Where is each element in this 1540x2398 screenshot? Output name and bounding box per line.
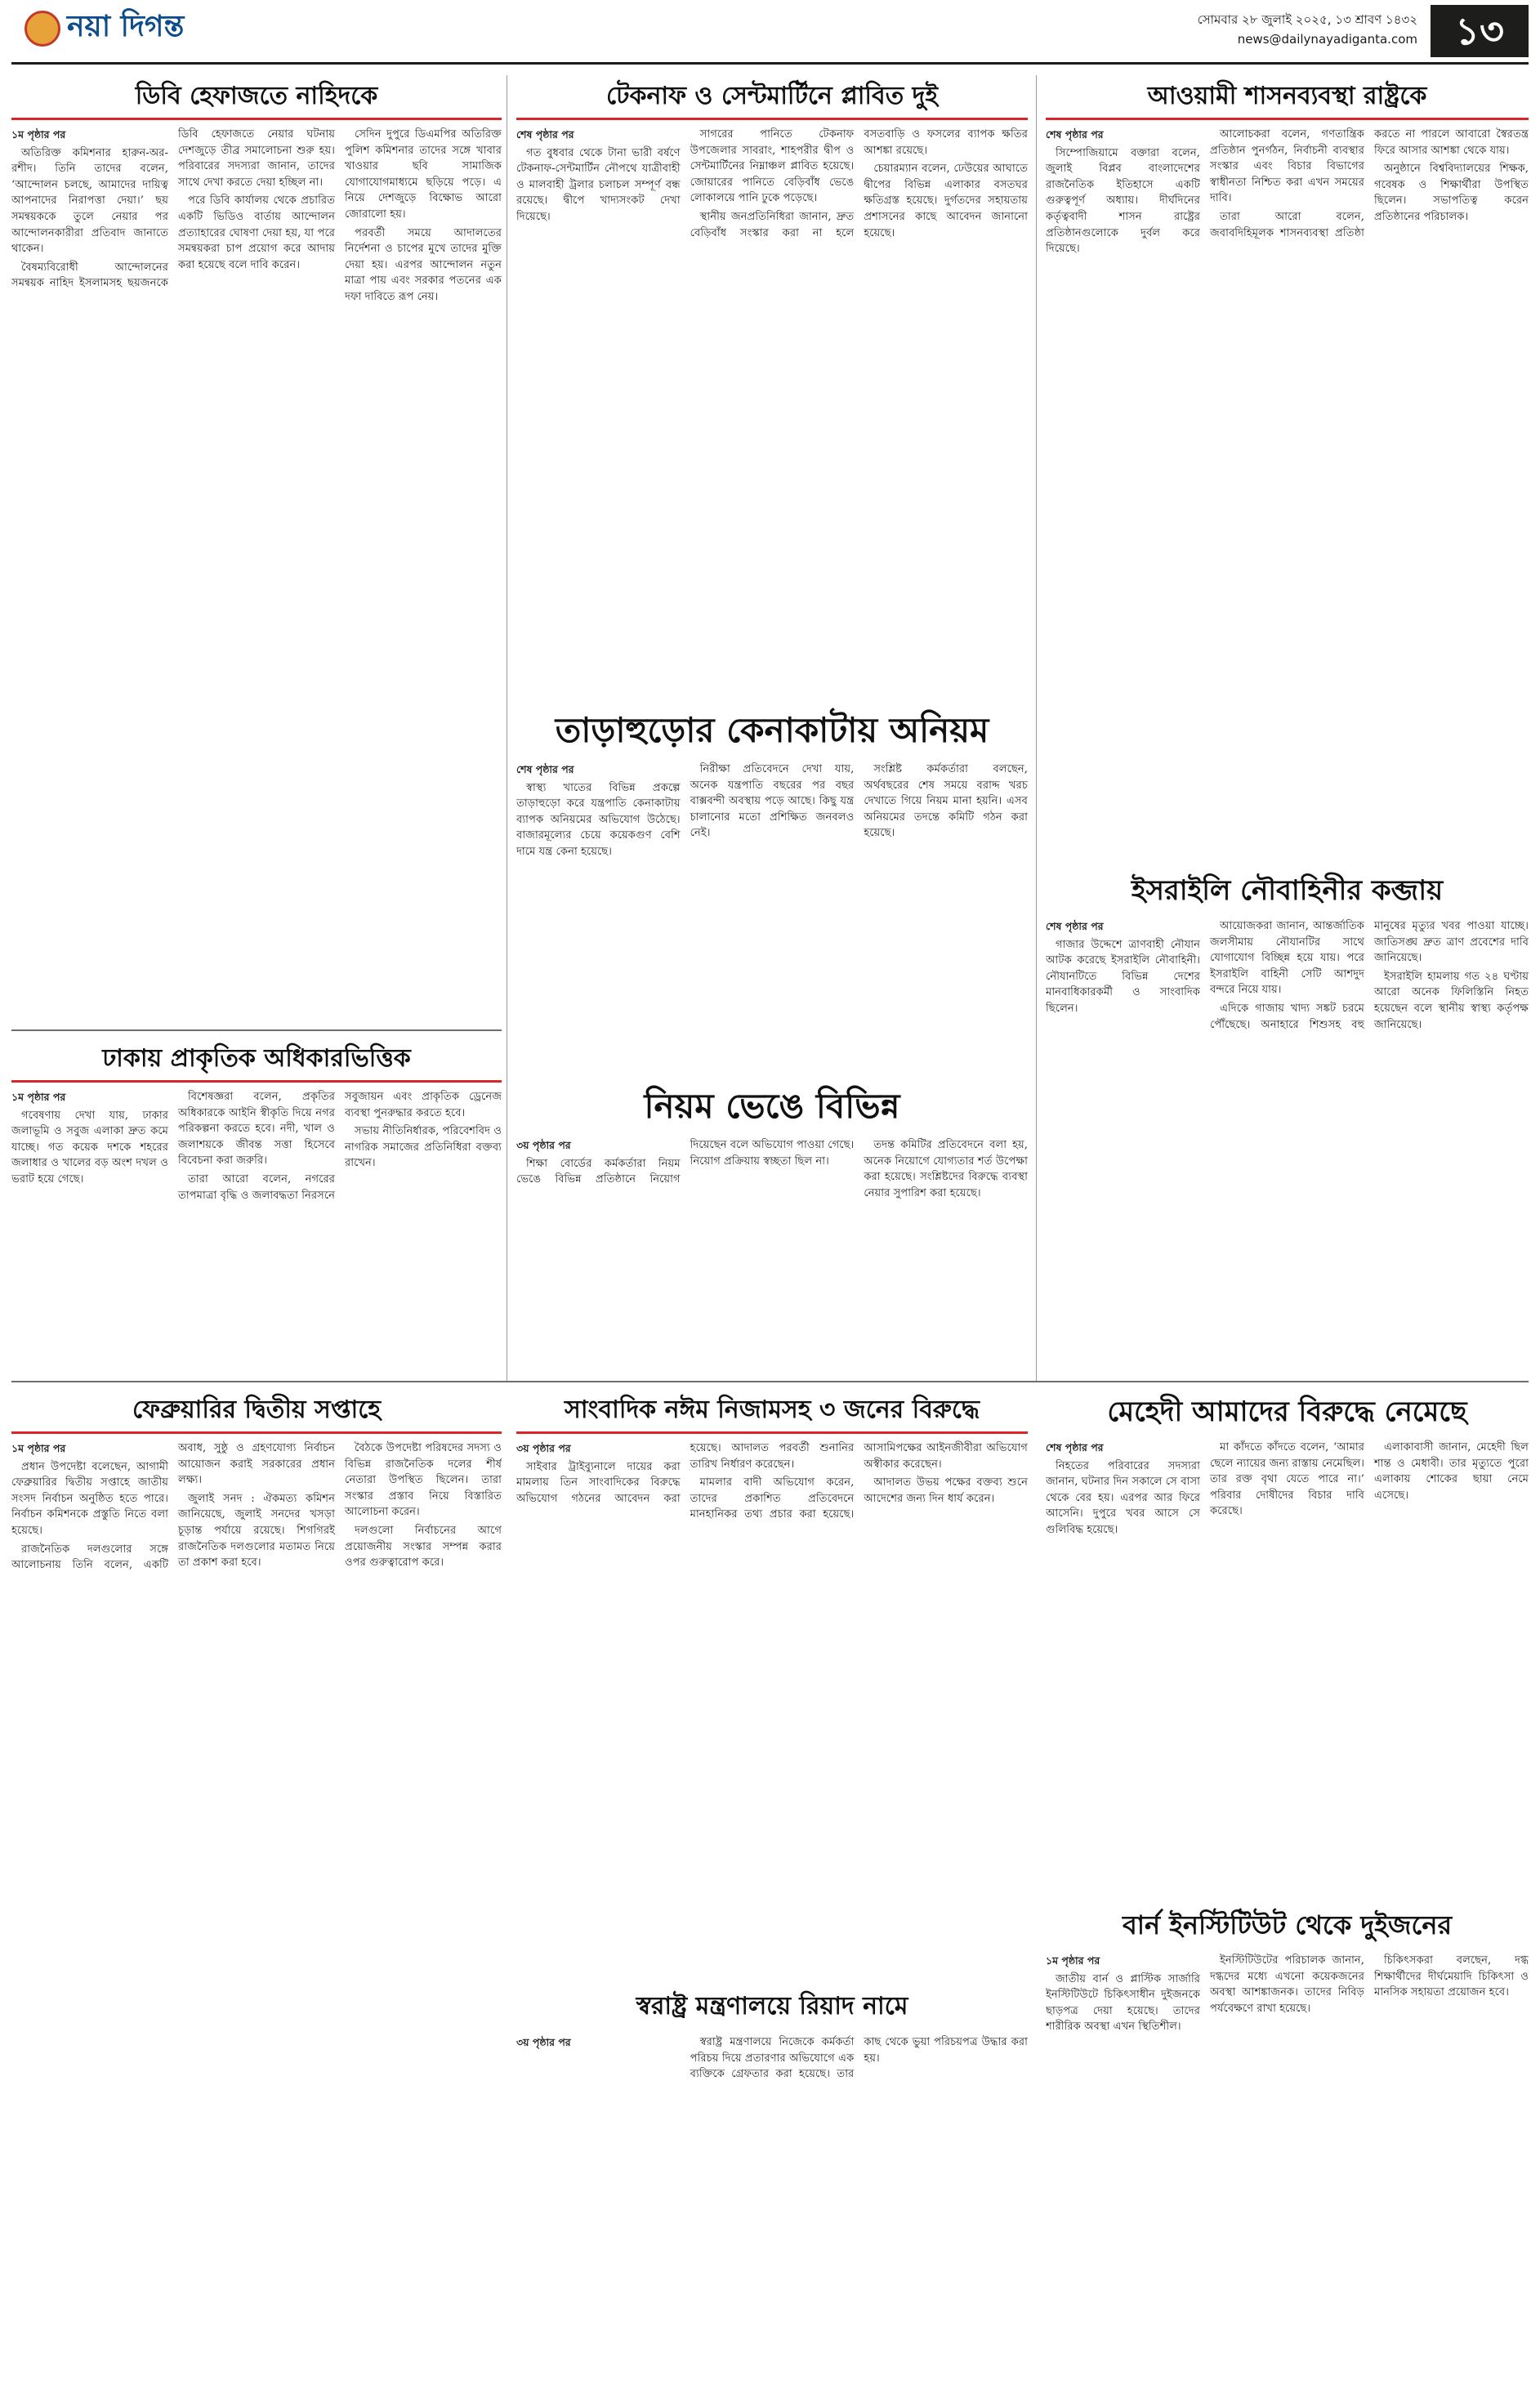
article-body	[1046, 1440, 1529, 1889]
continuation-kicker: ১ম পৃষ্ঠার পর	[11, 1091, 66, 1103]
paragraph: শিক্ষা বোর্ডের কর্মকর্তারা নিয়ম ভেঙে বিভিন্ন প্রতিষ্ঠানে নিয়োগ দিয়েছেন বলে অভিযোগ পাওয়া গেছে। নিয়োগ প্রক্রিয়ায় স্বচ্ছতা ছিল না।	[516, 1139, 855, 1186]
paragraph: জুলাই সনদ : ঐকমত্য কমিশন জানিয়েছে, জুলাই সনদের খসড়া চূড়ান্ত পর্যায়ে রয়েছে। শিগগিরই রাজনৈতিক দলগুলোর মতামত নিয়ে তা প্রকাশ করা হবে।	[178, 1492, 335, 1570]
continuation-kicker: শেষ পৃষ্ঠার পর	[516, 763, 574, 775]
continuation-kicker: ৩য় পৃষ্ঠার পর	[516, 1139, 571, 1151]
article-swarashtra	[516, 1985, 1028, 2386]
paragraph: সেদিন দুপুরে ডিএমপির অতিরিক্ত পুলিশ কমিশনার তাদের সঙ্গে খাবার খাওয়ার ছবি সামাজিক যোগাযোগমাধ্যমে ছড়িয়ে পড়ে। এ নিয়ে দেশজুড়ে বিক্ষোভ আরো জোরালো হয়।	[345, 128, 502, 221]
section-divider	[11, 1381, 1529, 1382]
headline: ইসরাইলি নৌবাহিনীর কব্জায়	[1046, 868, 1529, 913]
paragraph: সাগরের পানিতে টেকনাফ উপজেলার সাবরাং, শাহপরীর দ্বীপ ও সেন্টমার্টিনের নিম্নাঞ্চল প্লাবিত হয়েছে। জোয়ারের পানিতে বেড়িবাঁধ ভেঙে লোকালয়ে পানি ঢুকে পড়েছে।	[690, 128, 855, 205]
paragraph: সভায় নীতিনির্ধারক, পরিবেশবিদ ও নাগরিক সমাজের প্রতিনিধিরা বক্তব্য রাখেন।	[345, 1125, 502, 1170]
paragraph: এলাকাবাসী জানান, মেহেদী ছিল শান্ত ও মেধাবী। তার মৃত্যুতে পুরো এলাকায় শোকের ছায়া নেমে এসেছে।	[1374, 1441, 1529, 1502]
continuation-kicker: ৩য় পৃষ্ঠার পর	[516, 1442, 571, 1454]
article-february	[11, 1389, 502, 2386]
continuation-kicker: ১ম পৃষ্ঠার পর	[11, 128, 66, 141]
paragraph: বৈঠকে উপদেষ্টা পরিষদের সদস্য ও বিভিন্ন রাজনৈতিক দলের শীর্ষ নেতারা উপস্থিত ছিলেন। তারা সংস্কার প্রস্তাব নিয়ে বিস্তারিত আলোচনা করেন।	[345, 1442, 502, 1519]
paragraph: পরে ডিবি কার্যালয় থেকে প্রচারিত একটি ভিডিও বার্তায় আন্দোলন প্রত্যাহারের ঘোষণা দেয়া হয়, যা পরে সমন্বয়করা চাপ প্রয়োগ করে আদায় করা হয়েছে বলে দাবি করেন।	[178, 194, 335, 271]
headline: আওয়ামী শাসনব্যবস্থা রাষ্ট্রকে	[1046, 75, 1529, 120]
paragraph: স্থানীয় জনপ্রতিনিধিরা জানান, দ্রুত বেড়িবাঁধ সংস্কার করা না হলে বসতবাড়ি ও ফসলের ব্যাপক ক্ষতির আশঙ্কা রয়েছে।	[690, 128, 1028, 239]
article-body	[1046, 127, 1529, 854]
paragraph: রাজনৈতিক দলগুলোর সঙ্গে আলোচনায় তিনি বলেন, একটি অবাধ, সুষ্ঠু ও গ্রহণযোগ্য নির্বাচন আয়োজন করাই সরকারের প্রধান লক্ষ্য।	[11, 1442, 335, 1572]
article-body	[1046, 918, 1529, 1372]
article-body	[11, 127, 502, 1021]
paragraph: মা কাঁদতে কাঁদতে বলেন, ‘আমার ছেলে ন্যায়ের জন্য রাস্তায় নেমেছিল। তার রক্ত বৃথা যেতে পারে না।’ পরিবার দোষীদের বিচার দাবি করেছে।	[1210, 1441, 1364, 1518]
headline: মেহেদী আমাদের বিরুদ্ধে নেমেছে	[1046, 1389, 1529, 1435]
paragraph: অতিরিক্ত কমিশনার হারুন-অর-রশীদ। তিনি তাদের বলেন, ‘আন্দোলন চলছে, আমাদের দায়িত্ব আপনাদের নিরাপত্তা দেয়া।’ ছয় সমন্বয়ককে তুলে নেয়ার পর আন্দোলনকারীরা প্রতিবাদ জানাতে থাকেন।	[11, 146, 168, 256]
paragraph: আলোচকরা বলেন, গণতান্ত্রিক প্রতিষ্ঠান পুনর্গঠন, নির্বাচনী ব্যবস্থার সংস্কার এবং বিচার বিভাগের স্বাধীনতা নিশ্চিত করা এখন সময়ের দাবি।	[1210, 128, 1364, 205]
headline: সাংবাদিক নঈম নিজামসহ ৩ জনের বিরুদ্ধে	[516, 1389, 1028, 1434]
continuation-kicker: শেষ পৃষ্ঠার পর	[1046, 1441, 1104, 1454]
continuation-kicker: শেষ পৃষ্ঠার পর	[1046, 920, 1104, 932]
paragraph: চিকিৎসকরা বলছেন, দগ্ধ শিক্ষার্থীদের দীর্ঘমেয়াদি চিকিৎসা ও মানসিক সহায়তা প্রয়োজন হবে।	[1374, 1954, 1529, 1999]
article-taharu	[516, 704, 1028, 1072]
continuation-kicker: ১ম পৃষ্ঠার পর	[11, 1442, 66, 1454]
column-divider	[1036, 75, 1037, 1382]
dateline	[1198, 10, 1417, 49]
newspaper-logo	[25, 8, 184, 49]
paragraph: দলগুলো নির্বাচনের আগে প্রয়োজনীয় সংস্কার সম্পন্ন করার ওপর গুরুত্বারোপ করে।	[345, 1524, 502, 1570]
paragraph: বৈষম্যবিরোধী আন্দোলনের সমন্বয়ক নাহিদ ইসলামসহ ছয়জনকে ডিবি হেফাজতে নেয়ার ঘটনায় দেশজুড়ে তীব্র সমালোচনা শুরু হয়। পরিবারের সদস্যরা জানান, তাদের সাথে দেখা করতে দেয়া হচ্ছিল না।	[11, 128, 335, 290]
paragraph: বিশেষজ্ঞরা বলেন, প্রকৃতির অধিকারকে আইনি স্বীকৃতি দিয়ে নগর পরিকল্পনা করতে হবে। নদী, খাল ও জলাশয়কে জীবন্ত সত্তা হিসেবে বিবেচনা করা জরুরি।	[178, 1091, 335, 1168]
continuation-kicker: শেষ পৃষ্ঠার পর	[516, 128, 574, 141]
headline: ডিবি হেফাজতে নাহিদকে	[11, 75, 502, 120]
article-body	[11, 1089, 502, 1371]
paragraph: মামলার বাদী অভিযোগ করেন, তাদের প্রকাশিত প্রতিবেদনে মানহানিকর তথ্য প্রচার করা হয়েছে। আসামিপক্ষের আইনজীবীরা অভিযোগ অস্বীকার করেছেন।	[690, 1442, 1028, 1521]
paragraph: আদালত উভয় পক্ষের বক্তব্য শুনে আদেশের জন্য দিন ধার্য করেন।	[864, 1476, 1028, 1505]
paragraph: তারা আরো বলেন, নগরের তাপমাত্রা বৃদ্ধি ও জলাবদ্ধতা নিরসনে সবুজায়ন এবং প্রাকৃতিক ড্রেনেজ ব্যবস্থা পুনরুদ্ধার করতে হবে।	[178, 1091, 502, 1202]
article-israel	[1046, 868, 1529, 1374]
headline: ঢাকায় প্রাকৃতিক অধিকারভিত্তিক	[11, 1038, 502, 1083]
masthead	[0, 0, 1540, 65]
paragraph: সাইবার ট্রাইব্যুনালে দায়ের করা মামলায় তিন সাংবাদিকের বিরুদ্ধে অভিযোগ গঠনের আবেদন করা হয়েছে। আদালত পরবর্তী শুনানির তারিখ নির্ধারণ করেছেন।	[516, 1442, 855, 1505]
section-divider	[11, 1029, 502, 1031]
article-technaf	[516, 75, 1028, 696]
paragraph: আয়োজকরা জানান, আন্তর্জাতিক জলসীমায় নৌযানটির সাথে যোগাযোগ বিচ্ছিন্ন হয়ে যায়। পরে ইসরাইলি বাহিনী সেটি আশদুদ বন্দরে নিয়ে যায়।	[1210, 920, 1364, 997]
paragraph: সিম্পোজিয়ামে বক্তারা বলেন, জুলাই বিপ্লব বাংলাদেশের রাজনৈতিক ইতিহাসে একটি গুরুত্বপূর্ণ অধ্যায়। দীর্ঘদিনের কর্তৃত্ববাদী শাসন রাষ্ট্রের প্রতিষ্ঠানগুলোকে দুর্বল করে দিয়েছে।	[1046, 146, 1200, 256]
paragraph: গাজার উদ্দেশে ত্রাণবাহী নৌযান আটক করেছে ইসরাইলি নৌবাহিনী। নৌযানটিতে বিভিন্ন দেশের মানবাধিকারকর্মী ও সাংবাদিক ছিলেন।	[1046, 938, 1200, 1015]
paragraph: অনুষ্ঠানে বিশ্ববিদ্যালয়ের শিক্ষক, গবেষক ও শিক্ষার্থীরা উপস্থিত ছিলেন। সভাপতিত্ব করেন প্রতিষ্ঠানের পরিচালক।	[1374, 163, 1529, 223]
masthead-rule	[11, 62, 1529, 65]
paragraph: নিরীক্ষা প্রতিবেদনে দেখা যায়, অনেক যন্ত্রপাতি বছরের পর বছর বাক্সবন্দী অবস্থায় পড়ে আছে। কিছু যন্ত্র চালানোর মতো প্রশিক্ষিত জনবলও নেই।	[690, 763, 855, 840]
headline: ফেব্রুয়ারির দ্বিতীয় সপ্তাহে	[11, 1389, 502, 1434]
paragraph: সংশ্লিষ্ট কর্মকর্তারা বলছেন, অর্থবছরের শেষ সময়ে বরাদ্দ খরচ দেখাতে গিয়ে নিয়ম মানা হয়নি। এসব অনিয়মের তদন্তে কমিটি গঠন করা হয়েছে।	[864, 763, 1028, 840]
paragraph: প্রধান উপদেষ্টা বলেছেন, আগামী ফেব্রুয়ারির দ্বিতীয় সপ্তাহে জাতীয় সংসদ নির্বাচন অনুষ্ঠিত হতে পারে। নির্বাচন কমিশনকে প্রস্তুতি নিতে বলা হয়েছে।	[11, 1460, 168, 1537]
headline: টেকনাফ ও সেন্টমার্টিনে প্লাবিত দুই	[516, 75, 1028, 120]
paragraph: এদিকে গাজায় খাদ্য সঙ্কট চরমে পৌঁছেছে। অনাহারে শিশুসহ বহু মানুষের মৃত্যুর খবর পাওয়া যাচ্ছে। জাতিসঙ্ঘ দ্রুত ত্রাণ প্রবেশের দাবি জানিয়েছে।	[1210, 920, 1529, 1031]
paragraph: তদন্ত কমিটির প্রতিবেদনে বলা হয়, অনেক নিয়োগে যোগ্যতার শর্ত উপেক্ষা করা হয়েছে। সংশ্লিষ্টদের বিরুদ্ধে ব্যবস্থা নেয়ার সুপারিশ করা হয়েছে।	[864, 1139, 1028, 1199]
paragraph: চেয়ারম্যান বলেন, ঢেউয়ের আঘাতে দ্বীপের বিভিন্ন এলাকার বসতঘর ক্ষতিগ্রস্ত হয়েছে। দুর্গতদের সহায়তায় প্রশাসনের কাছে আবেদন জানানো হয়েছে।	[864, 163, 1028, 239]
logo-text: নয়া দিগন্ত	[67, 10, 185, 43]
article-mehedi	[1046, 1389, 1529, 1896]
paragraph: তারা আরো বলেন, জবাবদিহিমূলক শাসনব্যবস্থা প্রতিষ্ঠা করতে না পারলে আবারো স্বৈরতন্ত্র ফিরে আসার আশঙ্কা থেকে যায়।	[1210, 128, 1529, 239]
article-burn	[1046, 1904, 1529, 2386]
contact-email: news@dailynayadiganta.com	[1237, 32, 1417, 47]
article-body	[516, 127, 1028, 690]
logo-sun-icon	[25, 11, 60, 47]
paragraph: পরবর্তী সময়ে আদালতের নির্দেশনা ও চাপের মুখে তাদের মুক্তি দেয়া হয়। এরপর আন্দোলন নতুন মাত্রা পায় এবং সরকার পতনের এক দফা দাবিতে রূপ নেয়।	[345, 226, 502, 303]
headline: তাড়াহুড়োর কেনাকাটায় অনিয়ম	[516, 704, 1028, 757]
continuation-kicker: ৩য় পৃষ্ঠার পর	[516, 2036, 571, 2048]
headline: বার্ন ইনস্টিটিউট থেকে দুইজনের	[1046, 1904, 1529, 1946]
paragraph: গবেষণায় দেখা যায়, ঢাকার জলাভূমি ও সবুজ এলাকা দ্রুত কমে যাচ্ছে। গত কয়েক দশকে শহরের জলাধার ও খালের বড় অংশ দখল ও ভরাট হয়ে গেছে।	[11, 1109, 168, 1186]
issue-date: সোমবার ২৮ জুলাই ২০২৫, ১৩ শ্রাবণ ১৪৩২	[1197, 12, 1417, 27]
article-awami	[1046, 75, 1529, 860]
article-body	[11, 1440, 502, 2380]
article-body	[516, 1137, 1028, 1370]
headline: নিয়ম ভেঙে বিভিন্ন	[516, 1080, 1028, 1132]
headline: স্বরাষ্ট্র মন্ত্রণালয়ে রিয়াদ নামে	[516, 1985, 1028, 2028]
paragraph: ইনস্টিটিউটের পরিচালক জানান, দগ্ধদের মধ্যে এখনো কয়েকজনের অবস্থা আশঙ্কাজনক। তাদের নিবিড় পর্যবেক্ষণে রাখা হয়েছে।	[1210, 1954, 1364, 2015]
article-body	[1046, 1953, 1529, 2378]
article-body	[516, 2034, 1028, 2378]
article-body	[516, 761, 1028, 1068]
paragraph: স্বাস্থ্য খাতের বিভিন্ন প্রকল্পে তাড়াহুড়ো করে যন্ত্রপাতি কেনাকাটায় ব্যাপক অনিয়মের অভিযোগ উঠেছে। বাজারমূল্যের চেয়ে কয়েকগুণ বেশি দামে যন্ত্র কেনা হয়েছে।	[516, 781, 681, 858]
paragraph: স্বরাষ্ট্র মন্ত্রণালয়ে নিজেকে কর্মকর্তা পরিচয় দিয়ে প্রতারণার অভিযোগে এক ব্যক্তিকে গ্রেফতার করা হয়েছে। তার কাছ থেকে ভুয়া পরিচয়পত্র উদ্ধার করা হয়।	[690, 2036, 1028, 2081]
continuation-kicker: ১ম পৃষ্ঠার পর	[1046, 1954, 1100, 1967]
article-body	[516, 1440, 1028, 1972]
paragraph: জাতীয় বার্ন ও প্লাস্টিক সার্জারি ইনস্টিটিউটে চিকিৎসাধীন দুইজনকে ছাড়পত্র দেয়া হয়েছে। তাদের শারীরিক অবস্থা এখন স্থিতিশীল।	[1046, 1972, 1200, 2034]
paragraph: নিহতের পরিবারের সদস্যরা জানান, ঘটনার দিন সকালে সে বাসা থেকে বের হয়। এরপর আর ফিরে আসেনি। দুপুরে খবর আসে সে গুলিবিদ্ধ হয়েছে।	[1046, 1459, 1200, 1536]
paragraph: গত বুধবার থেকে টানা ভারী বর্ষণে টেকনাফ-সেন্টমার্টিন নৌপথে যাত্রীবাহী ও মালবাহী ট্রলার চলাচল সম্পূর্ণ বন্ধ রয়েছে। দ্বীপে খাদ্যসংকট দেখা দিয়েছে।	[516, 146, 681, 223]
paragraph: ইসরাইলি হামলায় গত ২৪ ঘণ্টায় আরো অনেক ফিলিস্তিনি নিহত হয়েছেন বলে স্থানীয় স্বাস্থ্য কর্তৃপক্ষ জানিয়েছে।	[1374, 970, 1529, 1031]
page-number: ১৩	[1431, 5, 1529, 57]
continuation-kicker: শেষ পৃষ্ঠার পর	[1046, 128, 1104, 141]
article-dibi	[11, 75, 502, 1023]
article-sangbadik	[516, 1389, 1028, 1977]
article-niyom	[516, 1080, 1028, 1374]
article-dhaka	[11, 1038, 502, 1373]
